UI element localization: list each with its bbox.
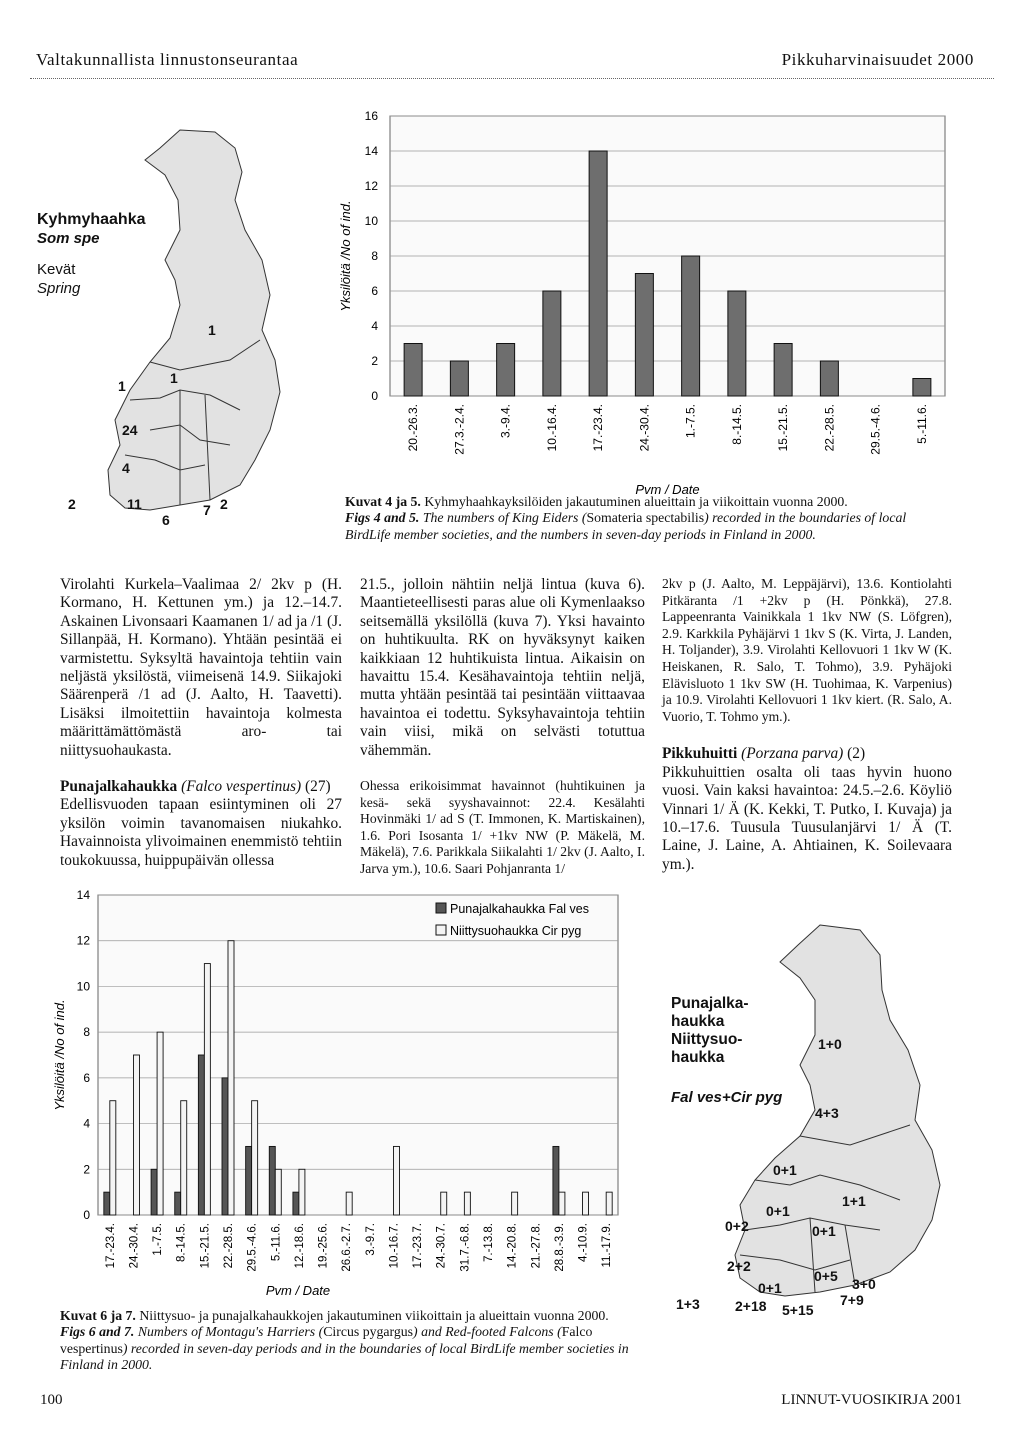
bar-circus (252, 1101, 258, 1215)
map1-season-en: Spring (37, 280, 81, 297)
bar-falco (151, 1169, 157, 1215)
x-tick-label: 8.-14.5. (175, 1223, 188, 1262)
map2-title: Punajalka-haukka (671, 995, 749, 1030)
figure-caption-4-5 (345, 494, 955, 543)
bar-falco (175, 1192, 181, 1215)
x-tick-label: 15.-21.5. (199, 1223, 212, 1269)
x-tick-label: 5.-11.6. (914, 404, 929, 444)
caption-label-en: Figs 4 and 5. (345, 510, 420, 526)
y-tick-label: 12 (76, 933, 90, 948)
species-count: (27) (305, 778, 331, 796)
map2-count: 0+1 (812, 1223, 836, 1239)
bar-circus (157, 1032, 163, 1215)
caption-en-latin: Falco vespertinus (60, 1324, 593, 1356)
map1-title-latin: Som spe (37, 230, 100, 247)
y-tick-label: 14 (76, 888, 90, 902)
map1-count: 2 (68, 496, 76, 512)
y-tick-label: 2 (83, 1162, 90, 1177)
x-tick-label: 12.-18.6. (293, 1223, 306, 1269)
y-tick-label: 12 (364, 179, 378, 193)
caption-label-en: Figs 6 and 7. (60, 1324, 135, 1340)
y-tick-label: 10 (364, 214, 378, 228)
page-number: 100 (40, 1392, 63, 1408)
species-latin: (Falco vespertinus) (181, 778, 302, 796)
caption-en-part: Numbers of Montagu's Harriers ( (137, 1324, 324, 1340)
bar-circus (275, 1169, 281, 1215)
bar-circus (110, 1101, 116, 1215)
bar (682, 256, 700, 396)
bar-falco (104, 1192, 110, 1215)
legend-swatch (436, 903, 446, 913)
x-tick-label: 29.5.-4.6. (246, 1223, 259, 1272)
caption-label: Kuvat 6 ja 7. (60, 1308, 136, 1323)
journal-name: LINNUT-VUOSIKIRJA 2001 (781, 1392, 962, 1408)
x-tick-label: 15.-21.5. (776, 404, 791, 452)
bar (497, 344, 515, 397)
x-tick-label: 17.-23.7. (412, 1223, 425, 1269)
paragraph: Edellisvuoden tapaan esiintyminen oli 27 yksilön voimin tavanomaisen niukahko. Havainnoista ylivoimainen enemmistö tehtiin toukokuussa, huippupäivän ollessa (60, 796, 342, 869)
legend-label: Punajalkahaukka Fal ves (450, 902, 589, 916)
x-tick-label: 21.-27.8. (530, 1223, 543, 1269)
bar-circus (393, 1146, 399, 1215)
map1-count: 1 (170, 370, 178, 386)
caption-en-part: ) and Red-footed Falcons ( (413, 1324, 562, 1340)
bar-circus (133, 1055, 139, 1215)
bar-circus (228, 941, 234, 1215)
map1-count: 24 (122, 422, 138, 438)
map2-count: 0+2 (725, 1218, 749, 1234)
map1-count: 7 (203, 502, 211, 518)
x-tick-label: 3.-9.7. (364, 1223, 377, 1256)
bar-circus (441, 1192, 447, 1215)
x-tick-label: 11.-17.9. (601, 1223, 614, 1268)
species-latin: (Porzana parva) (741, 745, 844, 763)
legend-label: Niittysuohaukka Cir pyg (450, 924, 582, 938)
paragraph: Virolahti Kurkela–Vaalimaa 2/ 2kv p (H. Kormano, H. Kettunen ym.) ja 12.–14.7. Askainen Livonsaari Kaamanen 1/ ad ja /1 (J. Sillanpää, H. Kormano). Yhtään pesintää ei varmistettu. Syksyltä havaintoja tehtiin vain neljästä yksilöstä, viimeisenä 14.9. Siikajoki Säärenperä /1 ad (J. Aalto, H. Taavetti). Lisäksi ilmoitettiin havaintoja kolmesta määrittämättömästä aro- tai niittysuohaukasta. (60, 576, 342, 759)
map1-count: 11 (127, 496, 142, 512)
x-axis-label: Pvm / Date (635, 482, 700, 497)
paragraph: Pikkuhuittien osalta oli taas hyvin huono vuosi. Vain kaksi havaintoa: 24.5.–2.6. Köyliö Vinnari 1/ Ä (K. Kekki, T. Putko, I. Kuvaja) ja 10.–17.6. Tuusula Tuusulanjärvi 1/ Ä (T. Laine, J. Laine, A. Ahtiainen, K. Soilevaara ym.). (662, 763, 952, 873)
y-tick-label: 4 (371, 319, 378, 333)
x-tick-label: 7.-13.8. (483, 1223, 495, 1262)
bar (774, 344, 792, 397)
caption-en-part: The numbers of King Eiders ( (422, 510, 587, 526)
y-tick-label: 8 (83, 1025, 90, 1040)
x-tick-label: 3.-9.4. (498, 404, 513, 439)
x-tick-label: 28.8.-3.9. (553, 1223, 566, 1272)
map2-count: 0+5 (814, 1268, 838, 1284)
paragraph: 21.5., jolloin nähtiin neljä lintua (kuva 6). Maantieteellisesti paras alue oli Kymenlaakso seitsemällä yksilöllä (kuva 7). Yksi havainto on huhtikuulta. RK on hyväksynyt kaiken kaikkiaan 12 huhtikuista lintua. Aikaisin on havaittu 15.4. Kesähavaintoja tehtiin neljä, mutta yhtään pesintää tai pesintään viittaavaa havaintoa ei todettu. Syksyhavaintoja tehtiin vain viisi, mikä on selvästi totuttua vähemmän. (360, 576, 645, 759)
y-tick-label: 14 (364, 144, 378, 158)
text-column-2 (360, 576, 645, 878)
y-tick-label: 6 (371, 284, 378, 298)
x-axis-label: Pvm / Date (265, 1283, 331, 1298)
caption-en-latin: Somateria spectabilis (586, 510, 705, 526)
y-tick-label: 6 (83, 1070, 90, 1085)
map2-count: 7+9 (840, 1292, 864, 1308)
text-column-3 (662, 576, 952, 874)
header-rule (30, 78, 994, 79)
bar-falco (198, 1055, 204, 1215)
finland-map-outline (30, 100, 350, 550)
bar (404, 344, 422, 397)
species-title: Punajalkahaukka (60, 778, 178, 796)
bar (820, 361, 838, 396)
map2-count: 5+15 (782, 1302, 814, 1318)
x-tick-label: 17.-23.4. (591, 404, 606, 452)
map2-count: 0+1 (758, 1280, 782, 1296)
bar-falco (246, 1146, 252, 1215)
map-king-eider (30, 100, 350, 550)
harrier-falcon-weekly-chart (50, 885, 680, 1305)
y-tick-label: 0 (371, 389, 378, 403)
x-tick-label: 31.7.-6.8. (459, 1223, 472, 1272)
bar (913, 379, 931, 397)
bar-falco (293, 1192, 299, 1215)
map2-subtitle: Fal ves+Cir pyg (671, 1089, 783, 1106)
y-tick-label: 4 (83, 1116, 90, 1131)
map2-count: 3+0 (852, 1276, 876, 1292)
x-tick-label: 29.5.-4.6. (868, 404, 883, 455)
x-tick-label: 20.-26.3. (406, 404, 421, 452)
x-tick-label: 10.-16.7. (388, 1223, 401, 1269)
paragraph-small: 2kv p (J. Aalto, M. Leppäjärvi), 13.6. Kontiolahti Pitkäranta /1 +2kv p (H. Pönkkä), 27.8. Lappeenranta Vainikkala 1 1kv NW (S. Löfgren), 2.9. Karkkila Pyhäjärvi 1 1kv S (K. Virta, J. Landen, H. Toljander), 3.9. Virolahti Kellovuori 1 1kv W (K. Heiskanen, R. Salo, T. Tohmo), 3.9. Pyhäjoki Elävisluoto 1 1kv SW (H. Tuohimaa, K. Varpenius) ja 10.9. Virolahti Kellovuori 1 1kv kiert. (R. Salo, A. Vuorio, T. Tohmo ym.). (662, 576, 952, 724)
map2-count: 0+1 (766, 1203, 790, 1219)
map2-title2: Niittysuo-haukka (671, 1031, 743, 1066)
map-harrier-falcon (670, 900, 1000, 1320)
caption-label: Kuvat 4 ja 5. (345, 494, 421, 509)
legend-swatch (436, 925, 446, 935)
y-tick-label: 8 (371, 249, 378, 263)
map1-count: 2 (220, 496, 228, 512)
x-tick-label: 5.-11.6. (270, 1223, 283, 1262)
map1-count: 4 (122, 460, 130, 476)
bar (589, 151, 607, 396)
y-axis-label: Yksilöitä /No of ind. (52, 999, 67, 1111)
text-column-1 (60, 576, 342, 870)
map2-count: 1+0 (818, 1036, 842, 1052)
map1-season: Kevät (37, 261, 76, 278)
x-tick-label: 22.-28.5. (223, 1223, 235, 1269)
bar (728, 291, 746, 396)
bar-circus (512, 1192, 518, 1215)
x-tick-label: 8.-14.5. (729, 404, 744, 445)
bar-circus (606, 1192, 612, 1215)
x-tick-label: 24.-30.4. (637, 404, 652, 452)
running-header-right: Pikkuharvinaisuudet 2000 (781, 50, 974, 69)
bar-circus (346, 1192, 352, 1215)
x-tick-label: 22.-28.5. (822, 404, 837, 452)
bar-circus (299, 1169, 305, 1215)
bar-falco (553, 1146, 559, 1215)
figure-caption-6-7 (60, 1308, 660, 1374)
bar-falco (222, 1078, 228, 1215)
y-tick-label: 0 (83, 1208, 90, 1222)
map1-count: 1 (118, 378, 126, 394)
x-tick-label: 26.6.-2.7. (341, 1223, 354, 1272)
caption-en-part: ) recorded in the boundaries of local BirdLife member societies, and the numbers in seven-day periods in Finland in 2000. (345, 510, 907, 542)
caption-en-latin: Circus pygargus (323, 1324, 414, 1340)
bar-circus (464, 1192, 470, 1215)
paragraph-small: Ohessa erikoisimmat havainnot (huhtikuinen ja kesä- sekä syyshavainnot: 22.4. Kesälahti Hovinmäki 1/ ad S (T. Immonen, K. Martiskainen), 1.6. Pori Isosanta 1/ +1kv NW (P. Mäkelä, M. Mäkelä), 7.6. Parikkala Siikalahti 1/ 2kv (J. Aalto, I. Jarva ym.), 10.6. Saari Pohjanranta 1/ (360, 778, 645, 877)
king-eider-weekly-chart (320, 100, 960, 505)
y-tick-label: 10 (76, 979, 90, 994)
plot-area (98, 895, 618, 1215)
x-tick-label: 10.-16.4. (544, 404, 559, 452)
caption-fi: Kyhmyhaahkayksilöiden jakautuminen alueittain ja viikoittain vuonna 2000. (424, 494, 848, 509)
species-title: Pikkuhuitti (662, 745, 738, 763)
bar-circus (181, 1101, 187, 1215)
bar (635, 274, 653, 397)
x-tick-label: 19.-25.6. (317, 1223, 330, 1269)
map1-count: 1 (208, 322, 216, 338)
bar-falco (269, 1146, 275, 1215)
x-tick-label: 1.-7.5. (683, 404, 698, 439)
y-axis-label: Yksilöitä /No of ind. (338, 200, 353, 312)
x-tick-label: 24.-30.7. (435, 1223, 448, 1269)
species-count: (2) (847, 745, 866, 763)
x-tick-label: 24.-30.4. (128, 1223, 141, 1269)
map2-count: 4+3 (815, 1105, 839, 1121)
caption-en-part: ) recorded in seven-day periods and in the boundaries of local BirdLife member societies in Finland in 2000. (60, 1340, 629, 1373)
bar (543, 291, 561, 396)
map2-count: 2+2 (727, 1258, 751, 1274)
x-tick-label: 17.-23.4. (104, 1223, 117, 1269)
map1-count: 6 (162, 512, 170, 528)
x-tick-label: 27.3.-2.4. (452, 404, 467, 455)
x-tick-label: 1.-7.5. (152, 1223, 165, 1256)
x-tick-label: 4.-10.9. (577, 1223, 590, 1262)
map2-count: 0+1 (773, 1162, 797, 1178)
bar-circus (583, 1192, 589, 1215)
x-tick-label: 14.-20.8. (506, 1223, 519, 1269)
map2-count: 1+1 (842, 1193, 866, 1209)
bar-circus (204, 964, 210, 1215)
y-tick-label: 2 (371, 354, 378, 368)
running-header-left: Valtakunnallista linnustonseurantaa (36, 50, 299, 69)
bar (450, 361, 468, 396)
y-tick-label: 16 (364, 109, 378, 123)
map2-count: 2+18 (735, 1298, 767, 1314)
caption-fi: Niittysuo- ja punajalkahaukkojen jakautuminen viikoittain ja alueittain vuonna 2000. (139, 1308, 609, 1323)
map1-title: Kyhmyhaahka (37, 211, 146, 228)
bar-circus (559, 1192, 565, 1215)
map2-count: 1+3 (676, 1296, 700, 1312)
